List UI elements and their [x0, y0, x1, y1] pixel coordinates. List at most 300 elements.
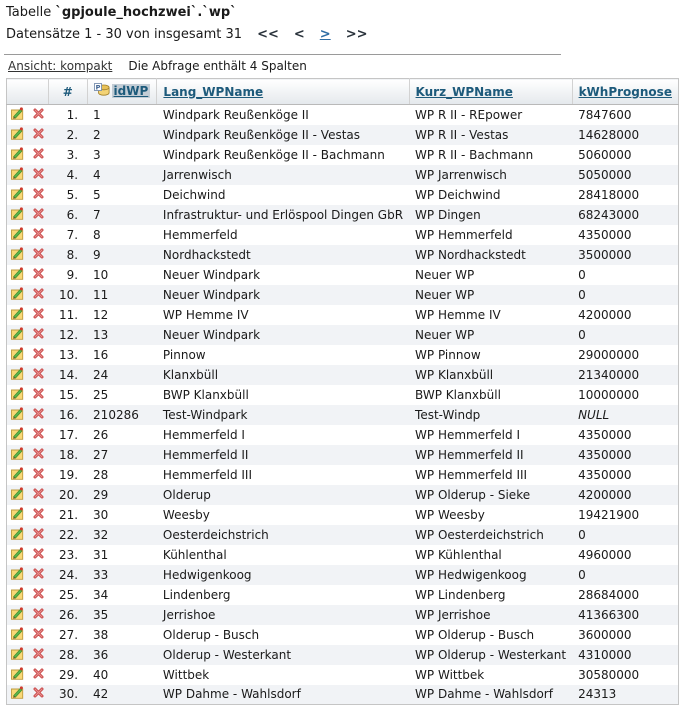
- primary-key-icon: [94, 83, 110, 100]
- cell-kurz-wpname: WP Hedwigenkoog: [415, 567, 527, 582]
- edit-cell: [7, 605, 29, 625]
- cell-kurz-wpname: WP Olderup - Sieke: [415, 487, 531, 502]
- cell-idwp: 34: [93, 587, 109, 602]
- edit-pencil-icon[interactable]: [10, 366, 25, 381]
- delete-cell: [28, 165, 48, 185]
- cell-kurz-wpname: WP Lindenberg: [415, 587, 506, 602]
- table-row: [7, 205, 679, 225]
- edit-pencil-icon[interactable]: [10, 666, 25, 681]
- delete-x-icon[interactable]: [32, 487, 45, 500]
- cell-row-number: 23.: [58, 547, 79, 562]
- header-edit-column: [7, 79, 29, 105]
- delete-cell: [28, 105, 48, 125]
- delete-cell: [28, 145, 48, 165]
- table-row: [7, 465, 679, 485]
- edit-cell: [7, 525, 29, 545]
- edit-pencil-icon[interactable]: [10, 186, 25, 201]
- table-row: [7, 225, 679, 245]
- cell-idwp: 31: [93, 547, 109, 562]
- delete-cell: [28, 385, 48, 405]
- delete-cell: [28, 545, 48, 565]
- cell-idwp: 5: [93, 187, 101, 202]
- cell-lang-wpname: Neuer Windpark: [162, 267, 261, 282]
- cell-row-number: 14.: [58, 367, 79, 382]
- edit-pencil-icon[interactable]: [10, 126, 25, 141]
- cell-idwp: 27: [93, 447, 109, 462]
- cell-lang-wpname: Test-Windpark: [162, 407, 248, 422]
- cell-idwp: 33: [93, 567, 109, 582]
- cell-idwp: 24: [93, 367, 109, 382]
- delete-x-icon[interactable]: [32, 547, 45, 560]
- delete-x-icon[interactable]: [32, 667, 45, 680]
- edit-cell: [7, 405, 29, 425]
- cell-kwhprognose: 0: [578, 567, 586, 582]
- table-row: [7, 105, 679, 125]
- cell-kurz-wpname: WP Nordhackstedt: [415, 247, 526, 262]
- edit-cell: [7, 585, 29, 605]
- cell-kwhprognose: 19421900: [578, 507, 640, 522]
- cell-kurz-wpname: WP Oesterdeichstrich: [415, 527, 544, 542]
- cell-kwhprognose: 24313: [578, 687, 617, 702]
- cell-lang-wpname: Pinnow: [162, 347, 206, 362]
- cell-lang-wpname: Weesby: [162, 507, 210, 522]
- cell-idwp: 1: [93, 107, 101, 122]
- header-delete-column: [28, 79, 48, 105]
- cell-row-number: 1.: [66, 107, 79, 122]
- edit-cell: [7, 285, 29, 305]
- edit-pencil-icon[interactable]: [10, 646, 25, 661]
- cell-lang-wpname: Oesterdeichstrich: [162, 527, 269, 542]
- cell-kwhprognose: 14628000: [578, 127, 640, 142]
- delete-cell: [28, 565, 48, 585]
- cell-row-number: 17.: [58, 427, 79, 442]
- table-row: [7, 505, 679, 525]
- edit-pencil-icon[interactable]: [10, 566, 25, 581]
- delete-x-icon[interactable]: [32, 427, 45, 440]
- cell-kwhprognose: 4350000: [578, 427, 632, 442]
- cell-row-number: 6.: [66, 207, 79, 222]
- delete-cell: [28, 445, 48, 465]
- edit-cell: [7, 685, 29, 705]
- cell-idwp: 210286: [93, 407, 139, 422]
- cell-lang-wpname: Nordhackstedt: [162, 247, 251, 262]
- cell-kurz-wpname: WP Olderup - Westerkant: [415, 647, 567, 662]
- cell-row-number: 12.: [58, 327, 79, 342]
- delete-x-icon[interactable]: [32, 407, 45, 420]
- edit-pencil-icon[interactable]: [10, 446, 25, 461]
- delete-cell: [28, 665, 48, 685]
- cell-kwhprognose: 4200000: [578, 307, 632, 322]
- delete-x-icon[interactable]: [32, 527, 45, 540]
- cell-kurz-wpname: WP Hemmerfeld I: [415, 427, 520, 442]
- edit-pencil-icon[interactable]: [10, 546, 25, 561]
- cell-row-number: 2.: [66, 127, 79, 142]
- cell-idwp: 3: [93, 147, 101, 162]
- edit-cell: [7, 625, 29, 645]
- delete-x-icon[interactable]: [32, 387, 45, 400]
- cell-lang-wpname: Hemmerfeld I: [162, 427, 245, 442]
- edit-pencil-icon[interactable]: [10, 685, 25, 700]
- cell-kurz-wpname: Neuer WP: [415, 267, 475, 282]
- delete-x-icon[interactable]: [32, 627, 45, 640]
- edit-pencil-icon[interactable]: [10, 586, 25, 601]
- cell-lang-wpname: Neuer Windpark: [162, 327, 261, 342]
- cell-kurz-wpname: WP Jerrishoe: [415, 607, 491, 622]
- cell-kwhprognose: 3600000: [578, 627, 632, 642]
- table-row: [7, 425, 679, 445]
- table-row: [7, 545, 679, 565]
- delete-x-icon[interactable]: [32, 507, 45, 520]
- cell-kurz-wpname: WP Dahme - Wahlsdorf: [415, 687, 553, 702]
- delete-x-icon[interactable]: [32, 227, 45, 240]
- cell-lang-wpname: Olderup - Westerkant: [162, 647, 292, 662]
- delete-x-icon[interactable]: [32, 147, 45, 160]
- edit-pencil-icon[interactable]: [10, 246, 25, 261]
- delete-cell: [28, 465, 48, 485]
- cell-idwp: 16: [93, 347, 109, 362]
- edit-cell: [7, 305, 29, 325]
- edit-pencil-icon[interactable]: [10, 466, 25, 481]
- table-row: [7, 685, 679, 705]
- cell-kwhprognose: 4310000: [578, 647, 632, 662]
- cell-row-number: 10.: [58, 287, 79, 302]
- cell-kurz-wpname: WP R II - Vestas: [415, 127, 509, 142]
- cell-row-number: 27.: [58, 627, 79, 642]
- sort-column-kurz[interactable]: Kurz_WPName: [415, 84, 513, 99]
- delete-cell: [28, 325, 48, 345]
- title-prefix: Tabelle: [6, 5, 56, 20]
- delete-cell: [28, 645, 48, 665]
- edit-cell: [7, 165, 29, 185]
- delete-x-icon[interactable]: [32, 167, 45, 180]
- edit-cell: [7, 645, 29, 665]
- cell-row-number: 30.: [58, 687, 79, 702]
- cell-kurz-wpname: Neuer WP: [415, 287, 475, 302]
- records-info: Datensätze 1 - 30 von insgesamt 31: [6, 27, 243, 42]
- delete-cell: [28, 505, 48, 525]
- delete-x-icon[interactable]: [32, 607, 45, 620]
- cell-idwp: 42: [93, 687, 109, 702]
- table-row: [7, 565, 679, 585]
- cell-kwhprognose: 4350000: [578, 227, 632, 242]
- cell-kwhprognose: 0: [578, 267, 586, 282]
- cell-kwhprognose: 10000000: [578, 387, 640, 402]
- edit-pencil-icon[interactable]: [10, 146, 25, 161]
- cell-lang-wpname: WP Hemme IV: [162, 307, 249, 322]
- cell-kurz-wpname: Test-Windp: [415, 407, 481, 422]
- edit-cell: [7, 385, 29, 405]
- cell-kwhprognose: 28684000: [578, 587, 640, 602]
- delete-x-icon[interactable]: [32, 307, 45, 320]
- edit-pencil-icon[interactable]: [10, 166, 25, 181]
- cell-row-number: 29.: [58, 667, 79, 682]
- cell-kurz-wpname: BWP Klanxbüll: [415, 387, 501, 402]
- cell-row-number: 20.: [58, 487, 79, 502]
- edit-pencil-icon[interactable]: [10, 306, 25, 321]
- cell-idwp: 7: [93, 207, 101, 222]
- cell-row-number: 7.: [66, 227, 79, 242]
- edit-cell: [7, 545, 29, 565]
- sort-column-idwp[interactable]: idWP: [113, 84, 149, 98]
- cell-lang-wpname: Neuer Windpark: [162, 287, 261, 302]
- delete-x-icon[interactable]: [32, 347, 45, 360]
- edit-cell: [7, 105, 29, 125]
- cell-lang-wpname: Hemmerfeld II: [162, 447, 249, 462]
- edit-cell: [7, 145, 29, 165]
- cell-kwhprognose: NULL: [578, 407, 610, 422]
- pagination-prev[interactable]: <: [293, 27, 305, 42]
- cell-idwp: 10: [93, 267, 109, 282]
- delete-x-icon[interactable]: [32, 567, 45, 580]
- edit-cell: [7, 565, 29, 585]
- delete-x-icon[interactable]: [32, 587, 45, 600]
- cell-lang-wpname: Hedwigenkoog: [162, 567, 252, 582]
- cell-idwp: 26: [93, 427, 109, 442]
- cell-kwhprognose: 4350000: [578, 447, 632, 462]
- delete-cell: [28, 685, 48, 705]
- delete-cell: [28, 345, 48, 365]
- table-row: [7, 585, 679, 605]
- delete-cell: [28, 285, 48, 305]
- cell-row-number: 18.: [58, 447, 79, 462]
- delete-cell: [28, 585, 48, 605]
- edit-cell: [7, 425, 29, 445]
- cell-row-number: 13.: [58, 347, 79, 362]
- edit-cell: [7, 445, 29, 465]
- pagination-first[interactable]: <<: [257, 27, 279, 42]
- cell-lang-wpname: BWP Klanxbüll: [162, 387, 249, 402]
- table-row: [7, 345, 679, 365]
- cell-idwp: 4: [93, 167, 101, 182]
- edit-pencil-icon[interactable]: [10, 386, 25, 401]
- cell-lang-wpname: Hemmerfeld III: [162, 467, 253, 482]
- table-row: [7, 485, 679, 505]
- cell-lang-wpname: Olderup: [162, 487, 211, 502]
- delete-x-icon[interactable]: [32, 267, 45, 280]
- edit-pencil-icon[interactable]: [10, 226, 25, 241]
- cell-idwp: 40: [93, 667, 109, 682]
- header-row-number: #: [48, 79, 87, 105]
- edit-cell: [7, 465, 29, 485]
- table-row: [7, 525, 679, 545]
- records-info-line: [6, 27, 679, 42]
- delete-x-icon[interactable]: [32, 287, 45, 300]
- cell-kurz-wpname: WP Wittbek: [415, 667, 485, 682]
- edit-pencil-icon[interactable]: [10, 206, 25, 221]
- cell-lang-wpname: Windpark Reußenköge II: [162, 107, 309, 122]
- delete-cell: [28, 525, 48, 545]
- edit-cell: [7, 365, 29, 385]
- cell-kurz-wpname: Neuer WP: [415, 327, 475, 342]
- cell-lang-wpname: Hemmerfeld: [162, 227, 238, 242]
- cell-idwp: 30: [93, 507, 109, 522]
- cell-idwp: 13: [93, 327, 109, 342]
- table-row: [7, 285, 679, 305]
- delete-x-icon[interactable]: [32, 686, 45, 699]
- edit-cell: [7, 225, 29, 245]
- sort-column-lang[interactable]: Lang_WPName: [163, 84, 264, 99]
- cell-kurz-wpname: WP Hemme IV: [415, 307, 501, 322]
- cell-kurz-wpname: WP R II - Bachmann: [415, 147, 534, 162]
- table-row: [7, 165, 679, 185]
- edit-pencil-icon[interactable]: [10, 606, 25, 621]
- cell-kwhprognose: 28418000: [578, 187, 640, 202]
- delete-x-icon[interactable]: [32, 367, 45, 380]
- cell-kwhprognose: 0: [578, 287, 586, 302]
- cell-kwhprognose: 21340000: [578, 367, 640, 382]
- table-row: [7, 385, 679, 405]
- delete-x-icon[interactable]: [32, 467, 45, 480]
- delete-cell: [28, 425, 48, 445]
- cell-idwp: 28: [93, 467, 109, 482]
- table-row: [7, 125, 679, 145]
- edit-cell: [7, 245, 29, 265]
- cell-lang-wpname: Olderup - Busch: [162, 627, 260, 642]
- cell-idwp: 36: [93, 647, 109, 662]
- header-idwp: [87, 79, 157, 105]
- header-row: [7, 79, 679, 105]
- page-title: [6, 5, 679, 20]
- edit-pencil-icon[interactable]: [10, 526, 25, 541]
- table-row: [7, 625, 679, 645]
- view-options-line: [6, 55, 679, 77]
- cell-kwhprognose: 4350000: [578, 467, 632, 482]
- cell-kwhprognose: 7847600: [578, 107, 632, 122]
- delete-x-icon[interactable]: [32, 247, 45, 260]
- table-row: [7, 185, 679, 205]
- cell-kwhprognose: 30580000: [578, 667, 640, 682]
- edit-pencil-icon[interactable]: [10, 106, 25, 121]
- edit-cell: [7, 205, 29, 225]
- cell-lang-wpname: Windpark Reußenköge II - Vestas: [162, 127, 361, 142]
- cell-kurz-wpname: WP Hemmerfeld II: [415, 447, 524, 462]
- cell-kurz-wpname: WP Olderup - Busch: [415, 627, 535, 642]
- delete-cell: [28, 485, 48, 505]
- cell-row-number: 21.: [58, 507, 79, 522]
- delete-cell: [28, 265, 48, 285]
- cell-idwp: 29: [93, 487, 109, 502]
- cell-kurz-wpname: WP R II - REpower: [415, 107, 523, 122]
- cell-row-number: 4.: [66, 167, 79, 182]
- cell-idwp: 32: [93, 527, 109, 542]
- edit-cell: [7, 265, 29, 285]
- cell-kwhprognose: 29000000: [578, 347, 640, 362]
- delete-cell: [28, 625, 48, 645]
- cell-row-number: 22.: [58, 527, 79, 542]
- edit-pencil-icon[interactable]: [10, 426, 25, 441]
- table-row: [7, 365, 679, 385]
- delete-cell: [28, 205, 48, 225]
- cell-lang-wpname: Wittbek: [162, 667, 210, 682]
- edit-cell: [7, 325, 29, 345]
- table-row: [7, 145, 679, 165]
- cell-lang-wpname: Jarrenwisch: [162, 167, 232, 182]
- delete-cell: [28, 365, 48, 385]
- cell-idwp: 35: [93, 607, 109, 622]
- delete-x-icon[interactable]: [32, 127, 45, 140]
- title-table-name: `gpjoule_hochzwei`.`wp`: [55, 5, 237, 20]
- delete-cell: [28, 125, 48, 145]
- table-row: [7, 645, 679, 665]
- cell-kurz-wpname: WP Hemmerfeld III: [415, 467, 528, 482]
- cell-row-number: 28.: [58, 647, 79, 662]
- cell-kwhprognose: 4200000: [578, 487, 632, 502]
- delete-x-icon[interactable]: [32, 327, 45, 340]
- table-row: [7, 325, 679, 345]
- cell-kwhprognose: 3500000: [578, 247, 632, 262]
- results-table: [6, 78, 679, 705]
- cell-kurz-wpname: WP Jarrenwisch: [415, 167, 507, 182]
- delete-x-icon[interactable]: [32, 107, 45, 120]
- header-kwhprognose: [572, 79, 678, 105]
- edit-pencil-icon[interactable]: [10, 626, 25, 641]
- delete-x-icon[interactable]: [32, 447, 45, 460]
- cell-kwhprognose: 0: [578, 327, 586, 342]
- cell-kwhprognose: 68243000: [578, 207, 640, 222]
- edit-pencil-icon[interactable]: [10, 286, 25, 301]
- sort-column-kwh[interactable]: kWhPrognose: [578, 84, 672, 99]
- edit-pencil-icon[interactable]: [10, 346, 25, 361]
- edit-pencil-icon[interactable]: [10, 506, 25, 521]
- cell-kurz-wpname: WP Hemmerfeld: [415, 227, 513, 242]
- edit-cell: [7, 185, 29, 205]
- table-row: [7, 305, 679, 325]
- cell-lang-wpname: Klanxbüll: [162, 367, 219, 382]
- cell-row-number: 24.: [58, 567, 79, 582]
- query-column-info: Die Abfrage enthält 4 Spalten: [128, 59, 307, 73]
- svg-text:P: P: [95, 83, 100, 92]
- edit-cell: [7, 485, 29, 505]
- edit-pencil-icon[interactable]: [10, 486, 25, 501]
- cell-row-number: 16.: [58, 407, 79, 422]
- cell-row-number: 5.: [66, 187, 79, 202]
- cell-idwp: 9: [93, 247, 101, 262]
- cell-idwp: 11: [93, 287, 109, 302]
- table-row: [7, 445, 679, 465]
- pagination-last[interactable]: >>: [345, 27, 368, 42]
- header-kurz-wpname: [409, 79, 572, 105]
- edit-pencil-icon[interactable]: [10, 266, 25, 281]
- cell-kurz-wpname: WP Kühlenthal: [415, 547, 502, 562]
- edit-cell: [7, 345, 29, 365]
- cell-lang-wpname: Jerrishoe: [162, 607, 216, 622]
- table-row: [7, 265, 679, 285]
- delete-x-icon[interactable]: [32, 187, 45, 200]
- view-mode-link[interactable]: Ansicht: kompakt: [8, 59, 113, 73]
- pagination-next[interactable]: >: [319, 27, 331, 42]
- cell-kurz-wpname: WP Klanxbüll: [415, 367, 494, 382]
- table-row: [7, 665, 679, 685]
- cell-kwhprognose: 41366300: [578, 607, 640, 622]
- delete-cell: [28, 225, 48, 245]
- cell-row-number: 11.: [58, 307, 79, 322]
- cell-row-number: 8.: [66, 247, 79, 262]
- cell-kwhprognose: 4960000: [578, 547, 632, 562]
- delete-cell: [28, 405, 48, 425]
- edit-pencil-icon[interactable]: [10, 326, 25, 341]
- table-row: [7, 405, 679, 425]
- cell-kurz-wpname: WP Deichwind: [415, 187, 501, 202]
- edit-pencil-icon[interactable]: [10, 406, 25, 421]
- cell-row-number: 3.: [66, 147, 79, 162]
- cell-idwp: 12: [93, 307, 109, 322]
- delete-x-icon[interactable]: [32, 647, 45, 660]
- cell-kurz-wpname: WP Dingen: [415, 207, 481, 222]
- cell-row-number: 19.: [58, 467, 79, 482]
- delete-cell: [28, 305, 48, 325]
- cell-kurz-wpname: WP Pinnow: [415, 347, 481, 362]
- delete-x-icon[interactable]: [32, 207, 45, 220]
